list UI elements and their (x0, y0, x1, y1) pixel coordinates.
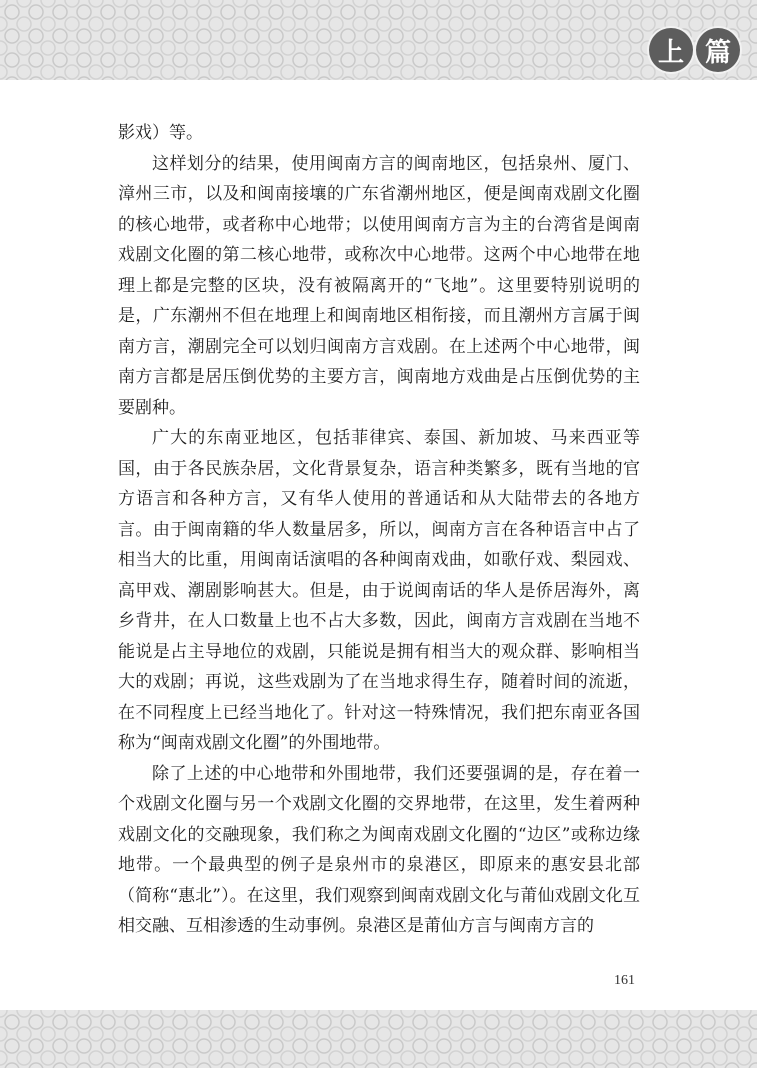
page-body (118, 118, 640, 942)
footer-pattern-band (0, 1010, 757, 1068)
paragraph-4: 除了上述的中心地带和外围地带，我们还要强调的是，存在着一个戏剧文化圈与另一个戏剧文化圈的交界地带，在这里，发生着两种戏剧文化的交融现象，我们称之为闽南戏剧文化圈的“边区”或称边缘地带。一个最典型的例子是泉州市的泉港区，即原来的惠安县北部（简称“惠北”）。在这里，我们观察到闽南戏剧文化与莆仙戏剧文化互相交融、互相渗透的生动事例。泉港区是莆仙方言与闽南方言的 (118, 763, 640, 936)
page-number: 161 (614, 973, 635, 988)
paragraph-2: 这样划分的结果，使用闽南方言的闽南地区，包括泉州、厦门、漳州三市，以及和闽南接壤的广东省潮州地区，便是闽南戏剧文化圈的核心地带，或者称中心地带；以使用闽南方言为主的台湾省是闽南戏剧文化圈的第二核心地带，或称次中心地带。这两个中心地带在地理上都是完整的区块，没有被隔离开的“飞地”。这里要特别说明的是，广东潮州不但在地理上和闽南地区相衔接，而且潮州方言属于闽南方言，潮剧完全可以划归闽南方言戏剧。在上述两个中心地带，闽南方言都是居压倒优势的主要方言，闽南地方戏曲是占压倒优势的主要剧种。 (118, 153, 640, 418)
paragraph-3: 广大的东南亚地区，包括菲律宾、泰国、新加坡、马来西亚等国，由于各民族杂居，文化背景复杂，语言种类繁多，既有当地的官方语言和各种方言，又有华人使用的普通话和从大陆带去的各地方言。由于闽南籍的华人数量居多，所以，闽南方言在各种语言中占了相当大的比重，用闽南话演唱的各种闽南戏曲，如歌仔戏、梨园戏、高甲戏、潮剧影响甚大。但是，由于说闽南话的华人是侨居海外，离乡背井，在人口数量上也不占大多数，因此，闽南方言戏剧在当地不能说是占主导地位的戏剧，只能说是拥有相当大的观众群、影响相当大的戏剧；再说，这些戏剧为了在当地求得生存，随着时间的流逝，在不同程度上已经当地化了。针对这一特殊情况，我们把东南亚各国称为“闽南戏剧文化圈”的外围地带。 (118, 428, 640, 753)
header-pattern-band (0, 0, 757, 80)
paragraph-1: 影戏）等。 (118, 123, 203, 143)
section-badge-char-2: 篇 (696, 28, 740, 72)
section-badge (649, 28, 740, 72)
section-badge-char-1: 上 (649, 28, 693, 72)
